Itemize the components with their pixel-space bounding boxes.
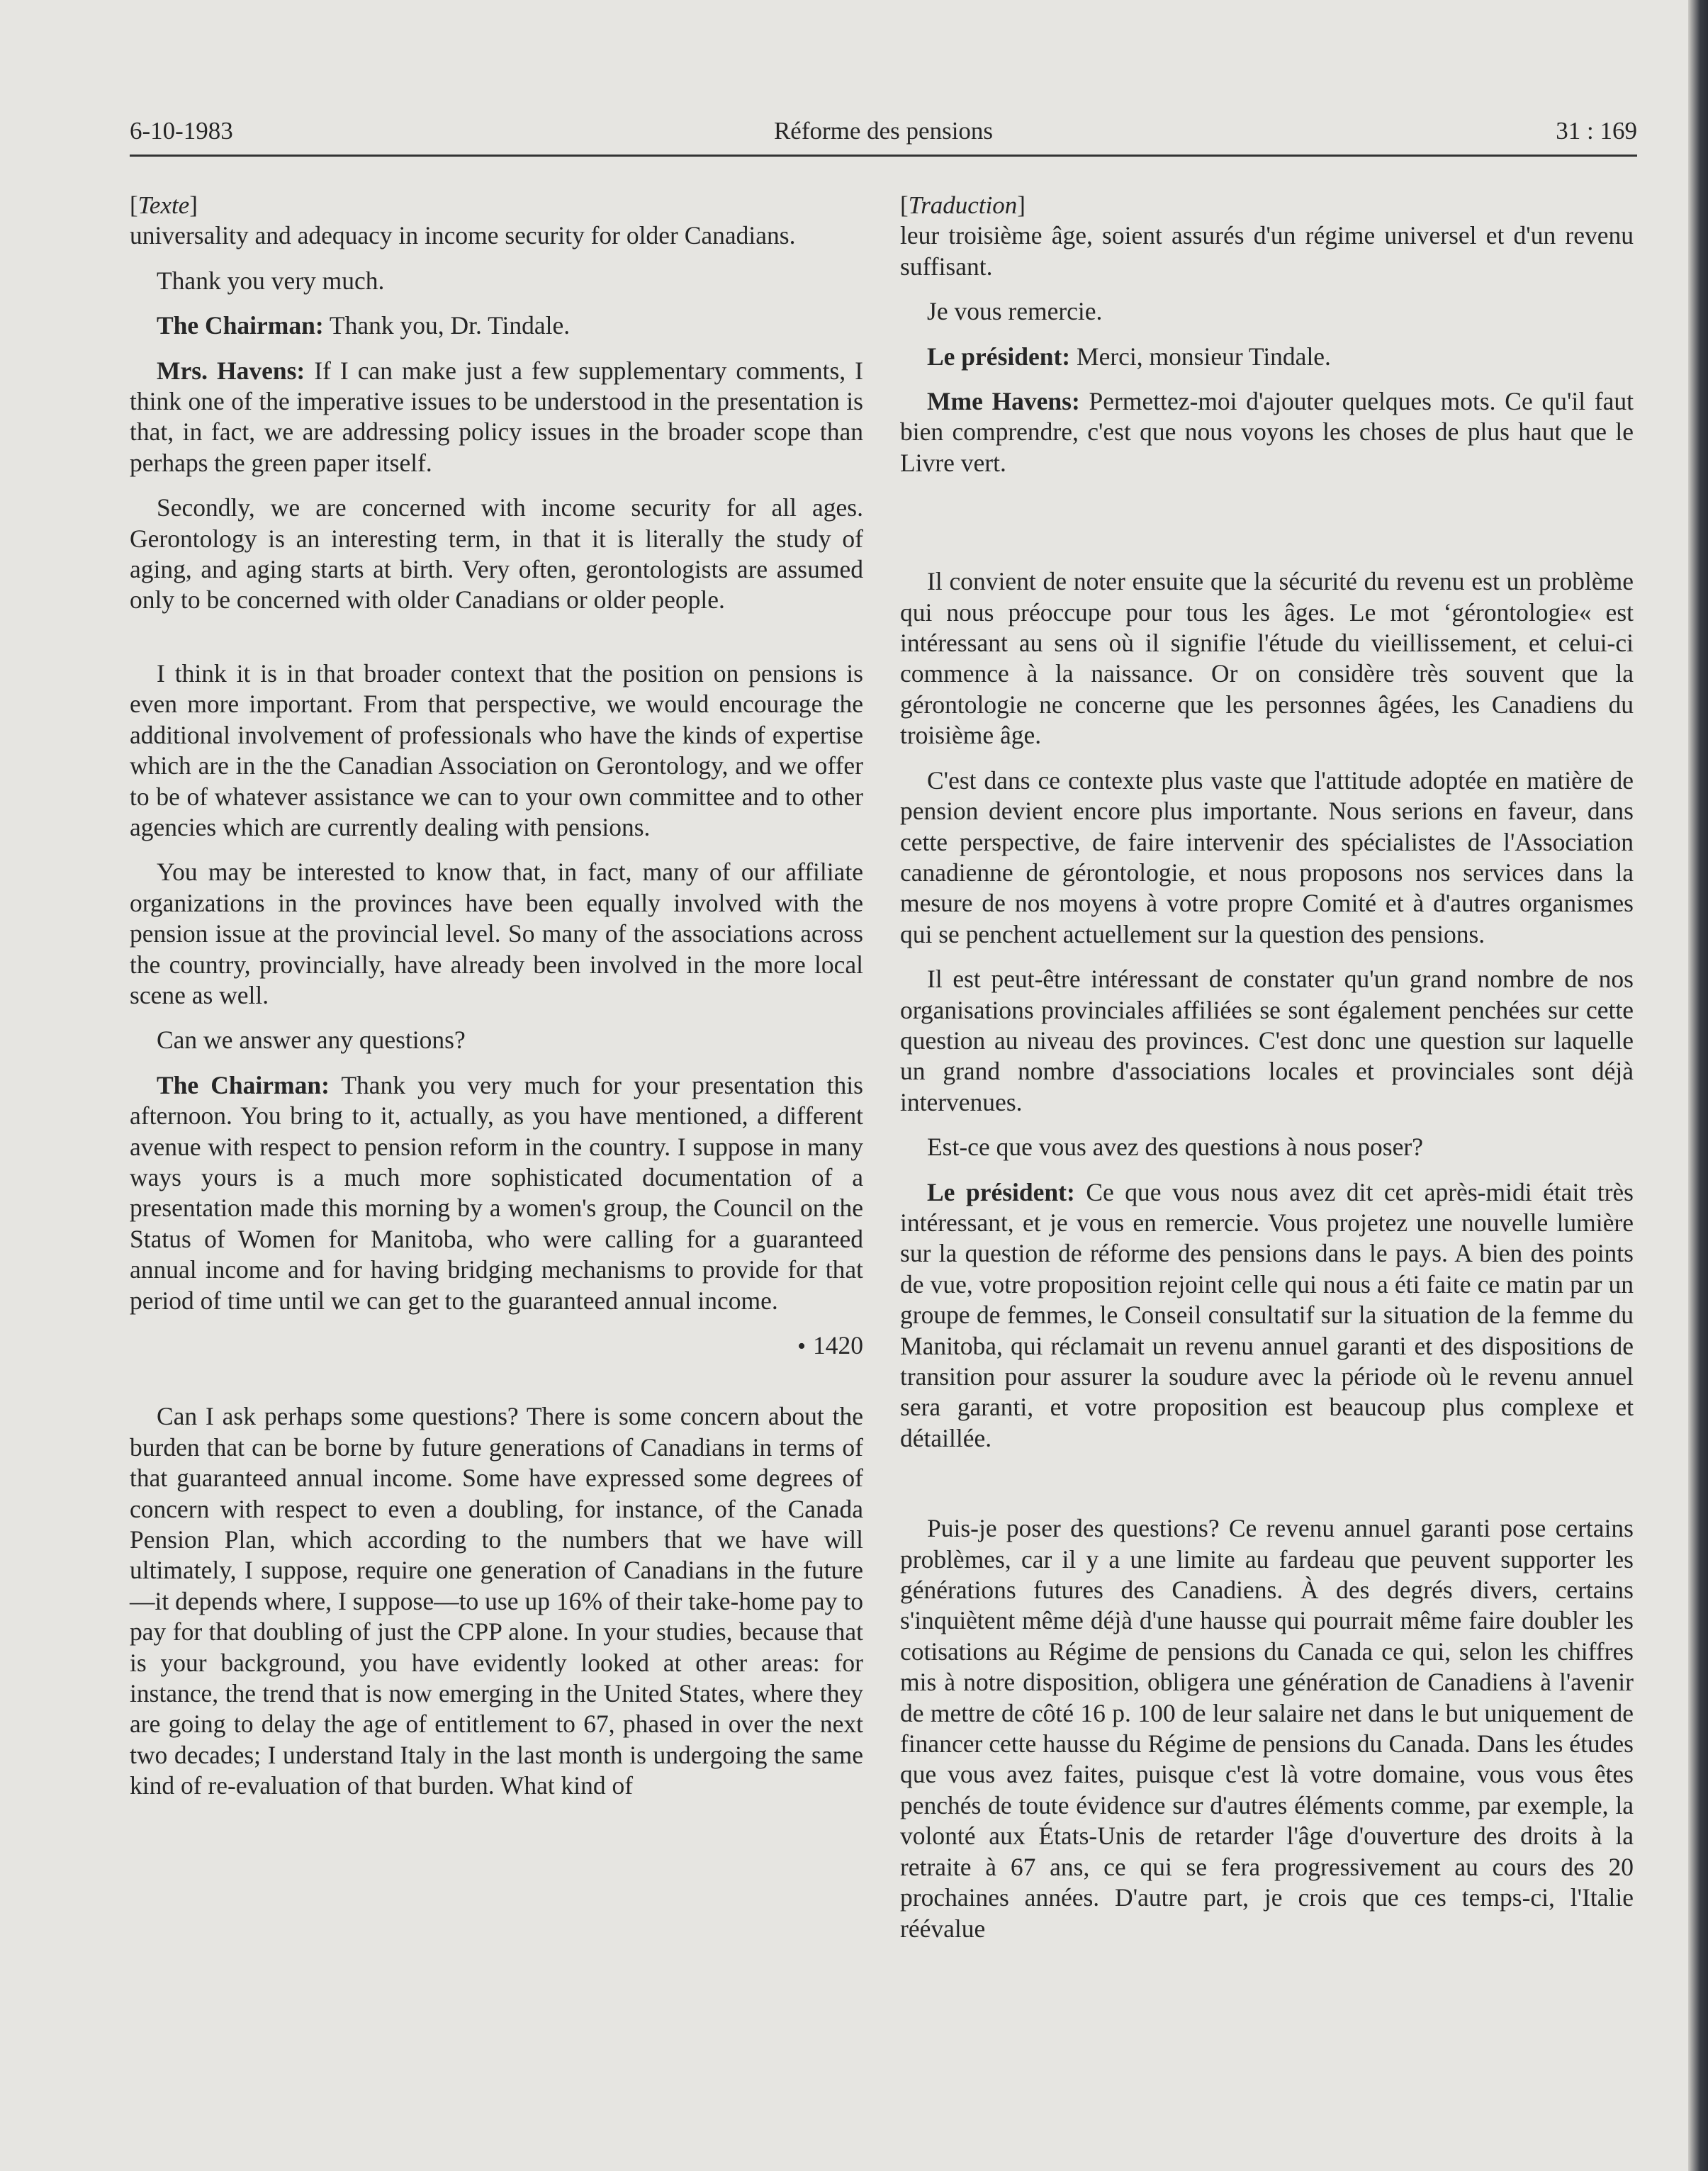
paragraph: Thank you very much. — [157, 266, 385, 295]
paragraph: Puis-je poser des questions? Ce revenu annuel garanti pose certains problèmes, car il y a une limite au fardeau que peuvent supporter les générations futures des Canadiens. À des degrés divers, certains s'inquiètent même déjà d'une hausse qui pourrait même faire doubler les cotisations au Régime de pensions du Canada ce qui, selon les chiffres mis à notre disposition, obligera une génération de Canadiens à l'avenir de mettre de côté 16 p. 100 de leur salaire net dans le but uniquement de financer cette hausse du Régime de pensions du Canada. Dans les études que vous avez faites, puisque c'est là votre domaine, vous vous êtes penchés de toute évidence sur d'autres éléments comme, par exemple, la volonté aux États-Unis de retarder l'âge d'ouverture des droits à la retraite à 67 ans, ce qui se fera progressivement au cours des 20 prochaines années. D'autre part, je crois que ces temps-ci, l'Italie réévalue — [900, 1514, 1634, 1943]
paragraph — [130, 1070, 863, 1316]
running-header — [130, 117, 1637, 152]
speaker-name: The Chairman: — [157, 311, 324, 340]
header-rule — [130, 155, 1637, 157]
speaker-name: Mrs. Havens: — [157, 356, 305, 385]
paragraph: Can I ask perhaps some questions? There is some concern about the burden that can be borne by future generations of Canadians in terms of that guaranteed annual income. Some have expressed some degrees of concern with respect to even a doubling, for instance, of the Canada Pension Plan, which according to the numbers that we have will ultimately, I suppose, require one generation of Canadians in the future—it depends where, I suppose—to use up 16% of their take-home pay to pay for that doubling of just the CPP alone. In your studies, because that is your background, you have evidently looked at other areas: for instance, the trend that is now emerging in the United States, where they are going to delay the age of entitlement to 67, phased in over the next two decades; I understand Italy in the last month is undergoing the same kind of re-evaluation of that burden. What kind of — [130, 1402, 863, 1800]
speech-text: Permettez-moi d'ajouter quelques mots. Ce qu'il faut bien comprendre, c'est que nous voyons les choses de plus haut que le Livre vert. — [900, 387, 1634, 477]
paragraph: Est-ce que vous avez des questions à nous poser? — [927, 1133, 1423, 1162]
speaker-name: Mme Havens: — [927, 387, 1080, 416]
paragraph: Il convient de noter ensuite que la sécurité du revenu est un problème qui nous préoccupe pour tous les âges. Le mot ‘gérontologie« est intéressant au sens où il signifie l'étude du vieillissement, et celui-ci commence à la naissance. Or on considère très souvent que la gérontologie ne concerne que les personnes âgées, les Canadiens du troisième âge. — [900, 567, 1634, 750]
paragraph — [900, 1177, 1634, 1454]
paragraph: Je vous remercie. — [927, 297, 1103, 326]
french-column — [900, 190, 1634, 1958]
header-title: Réforme des pensions — [773, 117, 994, 145]
speaker-name: Le président: — [927, 1177, 1075, 1206]
english-column — [130, 190, 863, 1816]
paragraph: Can we answer any questions? — [157, 1026, 466, 1055]
speech-text: Thank you, Dr. Tindale. — [323, 311, 571, 340]
paragraph: Secondly, we are concerned with income security for all ages. Gerontology is an interesting term, in that it is literally the study of aging, and aging starts at birth. Very often, gerontologists are assumed only to be concerned with older Canadians or older people. — [130, 493, 863, 615]
paragraph: C'est dans ce contexte plus vaste que l'attitude adoptée en matière de pension devient encore plus importante. Nous serions en faveur, dans cette perspective, de faire intervenir des spécialistes de l'Association canadienne de gérontologie, et nous proposons nos services dans la mesure de nos moyens à votre propre Comité et à d'autres organismes qui se penchent actuellement sur la question des pensions. — [900, 765, 1634, 948]
paragraph: Il est peut-être intéressant de constater qu'un grand nombre de nos organisations provinciales affiliées se sont également penchées sur cette question au niveau des provinces. C'est donc une question sur laquelle un grand nombre d'associations locales et provinciales sont déjà intervenues. — [900, 965, 1634, 1116]
speech-text: Merci, monsieur Tindale. — [1070, 342, 1331, 371]
paragraph — [130, 310, 863, 341]
timestamp-marker — [130, 1330, 863, 1362]
paragraph: leur troisième âge, soient assurés d'un régime universel et d'un revenu suffisant. — [900, 221, 1634, 281]
paragraph: You may be interested to know that, in fact, many of our affiliate organizations in the provinces have been equally involved with the pension issue at the provincial level. So many of the associations across the country, provincially, have already been involved in the more local scene as well. — [130, 858, 863, 1009]
page-edge — [1688, 0, 1708, 2171]
speech-text: Ce que vous nous avez dit cet après-midi était très intéressant, et je vous en remercie. Vous projetez une nouvelle lumière sur la question de réforme des pensions dans le pays. A bien des points de vue, votre proposition rejoint celle qui nous a éti faite ce matin par un groupe de femmes, le Conseil consultatif sur la situation de la femme du Manitoba, qui réclamait un revenu annuel garanti et des dispositions de transition pour assurer la soudure avec la période où le revenu annuel sera garanti, et votre proposition est beaucoup plus complexe et détaillée. — [900, 1177, 1634, 1452]
language-label: [Texte] — [130, 191, 198, 219]
timestamp-bullet: • — [797, 1333, 806, 1359]
speech-text: If I can make just a few supplementary comments, I think one of the imperative issues to be understood in the presentation is that, in fact, we are addressing policy issues in the broader scope than perhaps the green paper itself. — [130, 356, 863, 477]
paragraph: I think it is in that broader context that the position on pensions is even more important. From that perspective, we would encourage the additional involvement of professionals who have the kinds of expertise which are in the the Canadian Association on Gerontology, and we offer to be of whatever assistance we can to your own committee and to other agencies which are currently dealing with pensions. — [130, 658, 863, 841]
speaker-name: Le président: — [927, 342, 1071, 371]
header-page-number: 31 : 169 — [1556, 117, 1637, 145]
speech-text: Thank you very much for your presentation this afternoon. You bring to it, actually, as you have mentioned, a different avenue with respect to pension reform in the country. I suppose in many ways yours is a much more sophisticated documentation of a presentation made this morning by a women's group, the Council on the Status of Women for Manitoba, who were calling for a guaranteed annual income and for having bridging mechanisms to provide for that period of time until we can get to the guaranteed annual income. — [130, 1070, 863, 1315]
header-date: 6-10-1983 — [130, 117, 233, 145]
speaker-name: The Chairman: — [157, 1070, 330, 1099]
timestamp-value: 1420 — [813, 1331, 863, 1359]
paragraph — [900, 386, 1634, 478]
paragraph — [900, 342, 1634, 372]
paragraph: universality and adequacy in income security for older Canadians. — [130, 221, 796, 250]
language-label: [Traduction] — [900, 191, 1026, 219]
paragraph — [130, 356, 863, 479]
